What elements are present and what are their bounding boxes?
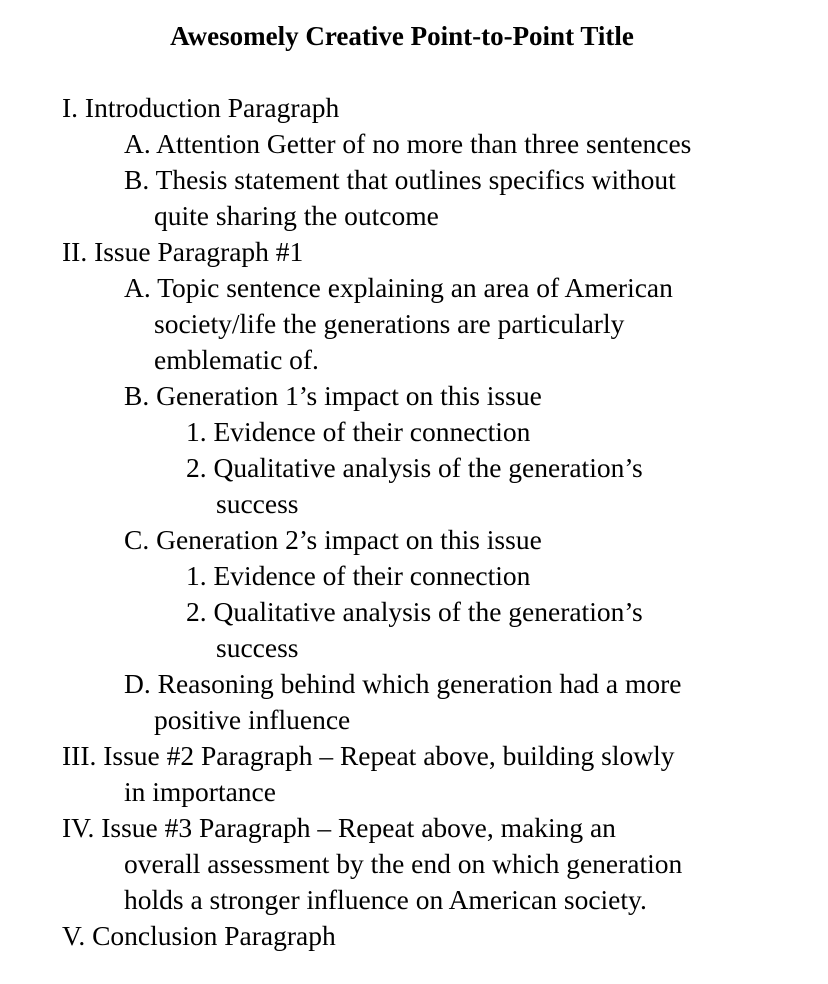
outline-item-i (62, 90, 828, 126)
outline-item-ii-b (124, 378, 828, 414)
outline-item-ii-a-text: A. Topic sentence explaining an area of American (124, 272, 673, 303)
outline-item-ii-d-text: D. Reasoning behind which generation had a more (124, 668, 682, 699)
outline-item-i-a (124, 126, 828, 162)
outline-item-iv (62, 810, 828, 918)
outline-item-iv-text: IV. Issue #3 Paragraph – Repeat above, making an (62, 812, 616, 843)
outline-item-ii-a (124, 270, 828, 378)
outline-item-iii-continuation: in importance (124, 776, 276, 807)
outline-item-ii-d-continuation: positive influence (154, 704, 351, 735)
outline-item-ii-c-2-text: 2. Qualitative analysis of the generation’s (186, 596, 643, 627)
outline-item-i-b-continuation: quite sharing the outcome (154, 200, 439, 231)
document-title: Awesomely Creative Point-to-Point Title (170, 21, 634, 51)
outline-item-ii-b-1-text: 1. Evidence of their connection (186, 416, 531, 447)
outline-item-ii-b-1 (186, 414, 828, 450)
outline-item-iv-continuation-2: holds a stronger influence on American society. (124, 884, 647, 915)
outline-item-ii-c-2 (186, 594, 828, 666)
outline-item-ii-b-text: B. Generation 1’s impact on this issue (124, 380, 542, 411)
outline-item-ii (62, 234, 828, 270)
outline-item-ii-d (124, 666, 828, 738)
outline-item-ii-text: II. Issue Paragraph #1 (62, 236, 304, 267)
outline-item-iii (62, 738, 828, 810)
outline-item-ii-c-1-text: 1. Evidence of their connection (186, 560, 531, 591)
outline-item-ii-a-continuation-1: society/life the generations are particularly (154, 308, 625, 339)
outline-item-i-b-text: B. Thesis statement that outlines specifics without (124, 164, 676, 195)
outline-item-i-a-text: A. Attention Getter of no more than three sentences (124, 128, 692, 159)
outline-item-i-text: I. Introduction Paragraph (62, 92, 340, 123)
outline-item-ii-c-2-continuation: success (216, 632, 299, 663)
outline-item-ii-c (124, 522, 828, 558)
outline-item-i-b (124, 162, 828, 234)
outline-item-v-text: V. Conclusion Paragraph (62, 920, 336, 951)
outline-item-ii-b-2-text: 2. Qualitative analysis of the generation’s (186, 452, 643, 483)
outline-item-v (62, 918, 828, 954)
essay-outline (0, 90, 828, 954)
outline-item-ii-b-2 (186, 450, 828, 522)
outline-item-ii-c-1 (186, 558, 828, 594)
outline-item-ii-b-2-continuation: success (216, 488, 299, 519)
outline-item-ii-c-text: C. Generation 2’s impact on this issue (124, 524, 542, 555)
outline-item-iii-text: III. Issue #2 Paragraph – Repeat above, building slowly (62, 740, 675, 771)
outline-item-ii-a-continuation-2: emblematic of. (154, 344, 319, 375)
outline-item-iv-continuation-1: overall assessment by the end on which generation (124, 848, 683, 879)
